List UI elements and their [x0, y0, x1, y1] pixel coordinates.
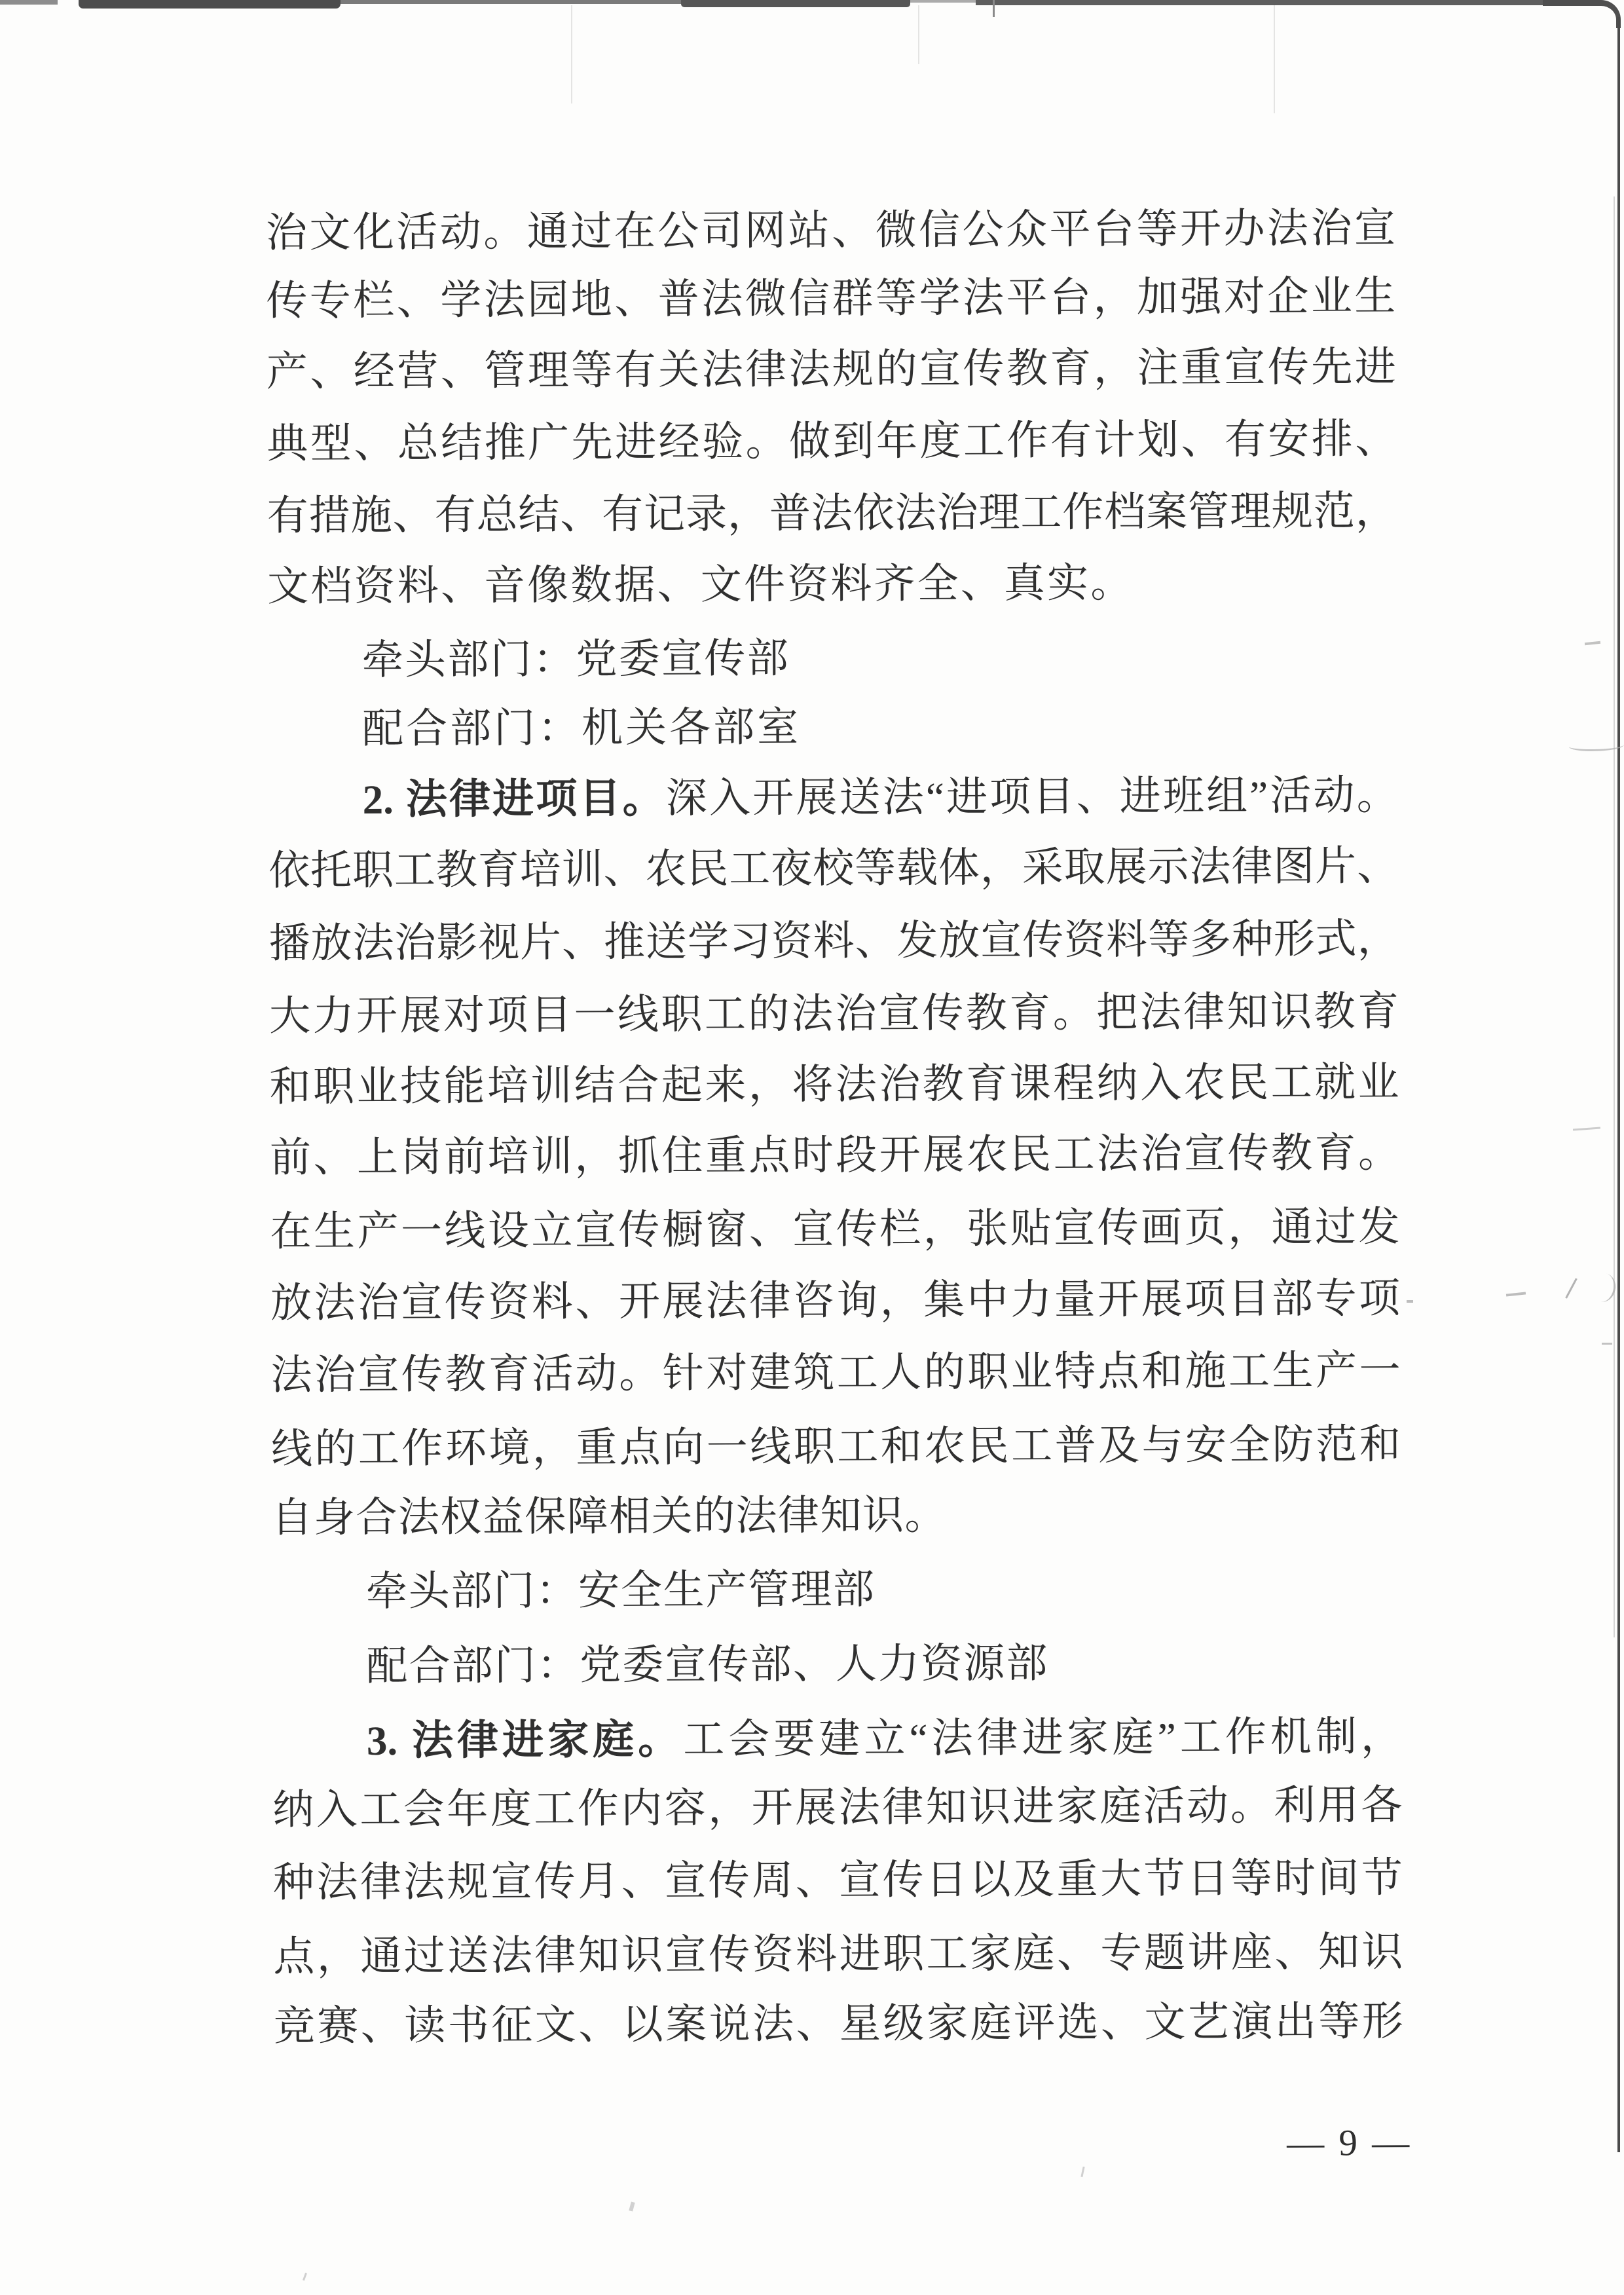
lead-department-line — [272, 1559, 874, 1622]
line-text: 配合部门：机关各部室 — [362, 704, 799, 752]
text-line — [271, 1485, 946, 1548]
text-line — [274, 1991, 1403, 2057]
line-text: 牵头部门：党委宣传部 — [361, 635, 788, 683]
text-line — [271, 1414, 1401, 1480]
text-line — [270, 1197, 1399, 1262]
line-text: 有措施、有总结、有记录，普法依法治理工作档案管理规范， — [267, 488, 1397, 539]
text-line — [269, 981, 1399, 1047]
line-text: 工会要建立“法律进家庭”工作机制， — [683, 1713, 1403, 1763]
item-heading: 3. 法律进家庭。 — [366, 1716, 684, 1764]
line-text: 文档资料、音像数据、文件资料齐全、真实。 — [267, 559, 1132, 610]
line-text: 牵头部门：安全生产管理部 — [365, 1566, 875, 1614]
text-line — [267, 337, 1396, 402]
line-text: 和职业技能培训结合起来，将法治教育课程纳入农民工就业 — [269, 1059, 1399, 1110]
text-line — [266, 198, 1395, 263]
text-line — [272, 1775, 1402, 1840]
line-text: 产、经营、管理等有关法律法规的宣传教育，注重宣传先进 — [266, 344, 1396, 395]
text-line — [272, 1706, 1402, 1772]
line-text: 竞赛、读书征文、以案说法、星级家庭评选、文艺演出等形 — [273, 1998, 1403, 2049]
text-line — [273, 1922, 1403, 1987]
line-text: 种法律法规宣传月、宣传周、宣传日以及重大节日等时间节 — [272, 1855, 1403, 1906]
line-text: 自身合法权益保障相关的法律知识。 — [271, 1492, 946, 1541]
support-department-line — [268, 697, 798, 760]
text-line — [270, 1268, 1400, 1334]
text-line — [268, 836, 1398, 901]
line-text: 深入开展送法“进项目、进班组”活动。 — [665, 772, 1398, 821]
text-line — [270, 1123, 1399, 1188]
text-line — [267, 481, 1397, 546]
line-text: 典型、总结推广先进经验。做到年度工作有计划、有安排、 — [267, 416, 1397, 467]
text-line — [266, 266, 1395, 331]
line-text: 配合部门：党委宣传部、人力资源部 — [366, 1640, 1048, 1689]
text-line — [270, 1340, 1400, 1406]
item-heading: 2. 法律进项目。 — [362, 775, 667, 823]
text-line — [268, 908, 1398, 974]
line-text: 前、上岗前培训，抓住重点时段开展农民工法治宣传教育。 — [269, 1130, 1400, 1181]
line-text: 大力开展对项目一线职工的法治宣传教育。把法律知识教育 — [268, 988, 1399, 1039]
lead-department-line — [268, 628, 788, 690]
line-text: 依托职工教育培训、农民工夜校等载体，采取展示法律图片、 — [268, 843, 1399, 894]
support-department-line — [272, 1633, 1047, 1696]
page-number: — 9 — — [1287, 2122, 1412, 2164]
text-line — [268, 765, 1397, 830]
line-text: 纳入工会年度工作内容，开展法律知识进家庭活动。利用各 — [272, 1782, 1403, 1833]
text-line — [269, 1052, 1399, 1117]
line-text: 治文化活动。通过在公司网站、微信公众平台等开办法治宣 — [265, 205, 1396, 256]
text-line — [267, 409, 1396, 474]
line-text: 法治宣传教育活动。针对建筑工人的职业特点和施工生产一 — [270, 1347, 1401, 1398]
line-text: 播放法治影视片、推送学习资料、发放宣传资料等多种形式， — [268, 916, 1399, 967]
line-text: 传专栏、学法园地、普法微信群等学法平台，加强对企业生 — [266, 273, 1396, 324]
line-text: 在生产一线设立宣传橱窗、宣传栏，张贴宣传画页，通过发 — [270, 1204, 1400, 1255]
line-text: 点，通过送法律知识宣传资料进职工家庭、专题讲座、知识 — [273, 1929, 1403, 1980]
text-line — [273, 1848, 1403, 1913]
line-text: 放法治宣传资料、开展法律咨询，集中力量开展项目部专项 — [270, 1275, 1401, 1326]
text-line — [267, 553, 1132, 617]
line-text: 线的工作环境，重点向一线职工和农民工普及与安全防范和 — [270, 1421, 1401, 1472]
